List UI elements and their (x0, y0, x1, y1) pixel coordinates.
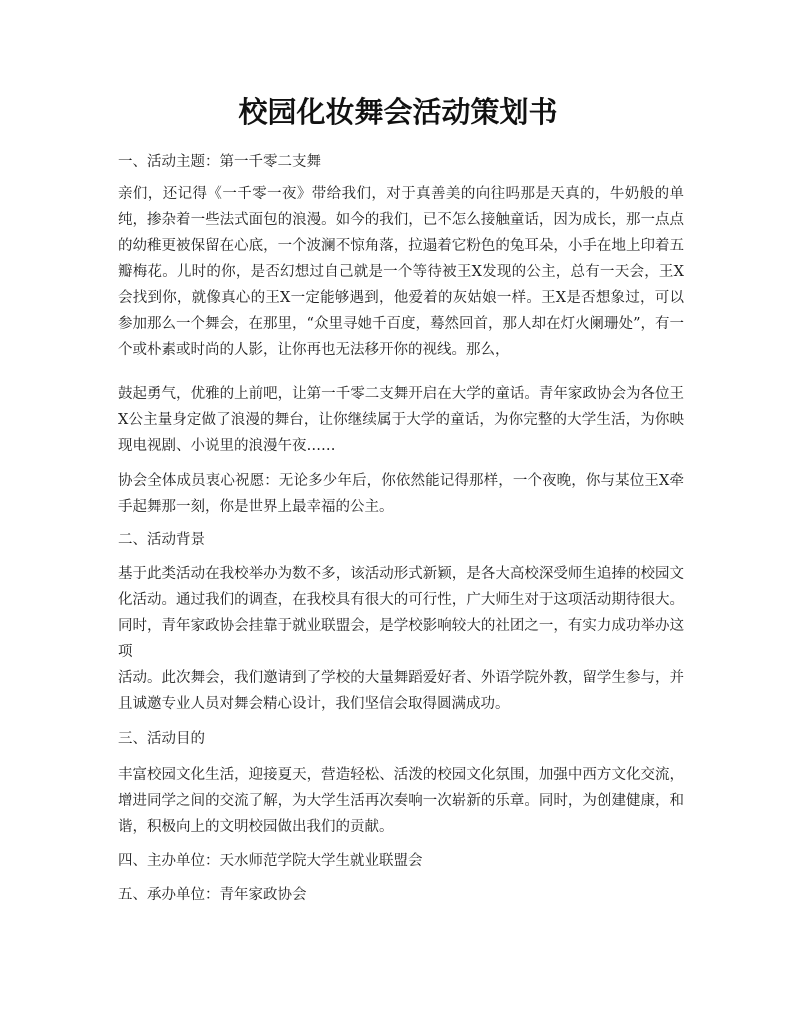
section-heading-background: 二、活动背景 (118, 532, 205, 548)
paragraph-background: 基于此类活动在我校举办为数不多，该活动形式新颖，是各大高校深受师生追捧的校园文化活动。通过我们的调查，在我校具有很大的可行性，广大师生对于这项活动期待很大。同时，青年家政协会挂靠于就业联盟会，是学校影响较大的社团之一，有实力成功举办这项 (118, 566, 684, 660)
section-heading-undertaker: 五、承办单位：青年家政协会 (118, 887, 307, 903)
paragraph-invitation: 亲们，还记得《一千零一夜》带给我们，对于真善美的向往吗那是天真的，牛奶般的单纯，掺杂着一些法式面包的浪漫。如今的我们，已不怎么接触童话，因为成长，那一点点的幼稚更被保留在心底，一个波澜不惊角落，拉遢着它粉色的兔耳朵，小手在地上印着五瓣梅花。儿时的你，是否幻想过自己就是一个等待被王X发现的公主，总有一天会，王X会找到你，就像真心的王X一定能够遇到，他爱着的灰姑娘一样。王X是否想象过，可以参加那么一个舞会，在那里，“众里寻她千百度，蓦然回首，那人却在灯火阑珊处”，有一个或朴素或时尚的人影，让你再也无法移开你的视线。那么， (118, 186, 684, 358)
document-title: 校园化妆舞会活动策划书 (238, 95, 558, 129)
paragraph-activity: 活动。此次舞会，我们邀请到了学校的大量舞蹈爱好者、外语学院外教，留学生参与，并且诚邀专业人员对舞会精心设计，我们坚信会取得圆满成功。 (118, 670, 684, 712)
section-heading-organizer: 四、主办单位：天水师范学院大学生就业联盟会 (118, 853, 423, 869)
paragraph-purpose: 丰富校园文化生活，迎接夏天，营造轻松、活泼的校园文化氛围，加强中西方文化交流，增进同学之间的交流了解，为大学生活再次奏响一次崭新的乐章。同时，为创建健康，和谐，积极向上的文明校园做出我们的贡献。 (118, 767, 684, 835)
paragraph-courage: 鼓起勇气，优雅的上前吧，让第一千零二支舞开启在大学的童话。青年家政协会为各位王X公主量身定做了浪漫的舞台，让你继续属于大学的童话，为你完整的大学生活，为你映现电视剧、小说里的浪漫午夜…… (118, 386, 684, 454)
section-heading-theme: 一、活动主题：第一千零二支舞 (118, 154, 321, 170)
section-heading-purpose: 三、活动目的 (118, 731, 205, 747)
paragraph-wishes: 协会全体成员衷心祝愿：无论多少年后，你依然能记得那样，一个夜晚，你与某位王X牵手起舞那一刻，你是世界上最幸福的公主。 (118, 473, 684, 515)
